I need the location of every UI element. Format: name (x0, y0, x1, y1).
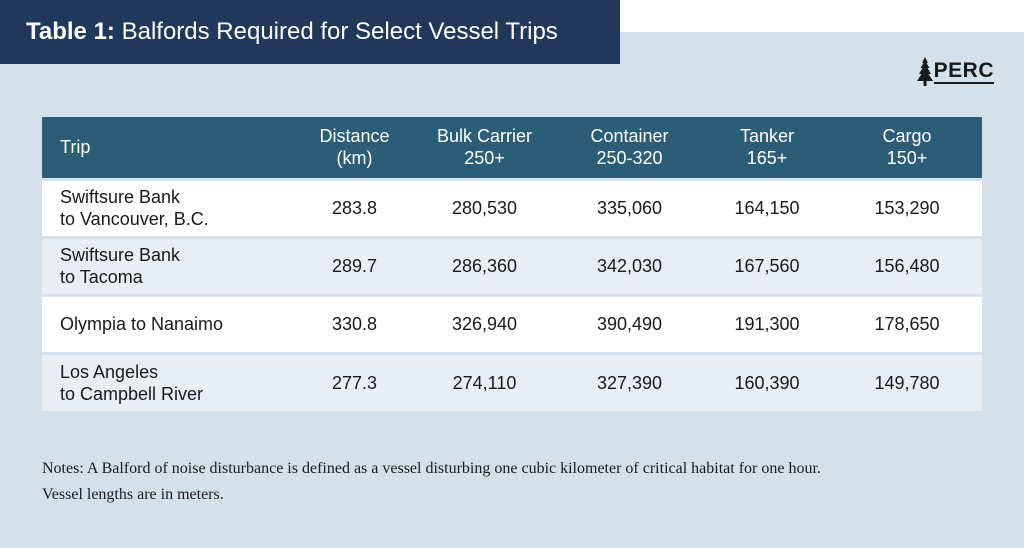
cell-bulk-carrier: 280,530 (451, 198, 518, 218)
cell-distance: 277.3 (331, 372, 378, 393)
trip-line1: Olympia to Nanaimo (60, 314, 224, 334)
cell-container: 327,390 (596, 372, 663, 393)
cell-tanker: 167,560 (734, 256, 800, 276)
cell-cargo: 149,780 (874, 372, 940, 393)
table-title (0, 0, 620, 64)
header-cargo-line1: Cargo (882, 126, 932, 147)
cell-trip (42, 237, 297, 295)
trip-line1: Los Angeles (60, 361, 159, 382)
header-distance-line2: (km) (336, 148, 373, 169)
cell-tanker: 164,150 (734, 198, 800, 218)
cell-cargo: 178,650 (874, 314, 940, 334)
perc-logo (917, 56, 994, 88)
cell-bulk-carrier: 286,360 (451, 256, 518, 276)
cell-container: 342,030 (596, 256, 663, 276)
pine-tree-icon (917, 57, 933, 87)
trip-line2: to Campbell River (60, 383, 204, 404)
table-title-prefix: Table 1: (26, 18, 115, 45)
header-bulk-line1: Bulk Carrier (436, 126, 533, 147)
cell-container: 390,490 (596, 314, 663, 334)
table-title-text: Balfords Required for Select Vessel Trips (114, 18, 558, 45)
logo-text: PERC (933, 59, 994, 82)
notes-line1: Notes: A Balford of noise disturbance is defined as a vessel disturbing one cubic kilometer of critical habitat for one hour. (42, 460, 821, 477)
cell-tanker: 160,390 (734, 372, 800, 393)
header-tanker-line2: 165+ (746, 148, 788, 169)
trip-line1: Swiftsure Bank (60, 187, 181, 207)
header-trip (42, 117, 297, 179)
table-notes (42, 456, 992, 508)
cell-trip (42, 179, 297, 237)
cell-cargo: 153,290 (874, 198, 940, 218)
header-cargo-line2: 150+ (886, 148, 928, 169)
cell-distance: 330.8 (331, 314, 378, 334)
table-row (42, 179, 982, 237)
header-container-line1: Container (590, 126, 669, 147)
cell-distance: 283.8 (331, 198, 378, 218)
trip-line1: Swiftsure Bank (60, 245, 181, 265)
header-tanker (702, 117, 832, 179)
header-distance-line1: Distance (319, 126, 390, 147)
balfords-table (42, 117, 982, 411)
header-distance (297, 117, 412, 179)
header-container-line2: 250-320 (596, 148, 663, 169)
header-cargo (832, 117, 982, 179)
cell-bulk-carrier: 274,110 (452, 372, 517, 393)
table-row (42, 295, 982, 353)
cell-cargo: 156,480 (874, 256, 940, 276)
table-header-row (42, 117, 982, 179)
header-container (557, 117, 702, 179)
trip-line2: to Vancouver, B.C. (60, 209, 209, 229)
cell-distance: 289.7 (331, 256, 378, 276)
cell-trip (42, 353, 297, 411)
cell-container: 335,060 (596, 198, 663, 218)
notes-line2: Vessel lengths are in meters. (42, 486, 224, 503)
header-trip-label: Trip (60, 137, 91, 158)
table-row (42, 353, 982, 411)
trip-line2: to Tacoma (60, 267, 143, 287)
header-bulk-line2: 250+ (464, 148, 505, 169)
header-tanker-line1: Tanker (739, 126, 795, 147)
table-row (42, 237, 982, 295)
cell-bulk-carrier: 326,940 (451, 314, 518, 334)
cell-tanker: 191,300 (734, 314, 800, 334)
header-bulk-carrier (412, 117, 557, 179)
cell-trip (42, 295, 297, 353)
